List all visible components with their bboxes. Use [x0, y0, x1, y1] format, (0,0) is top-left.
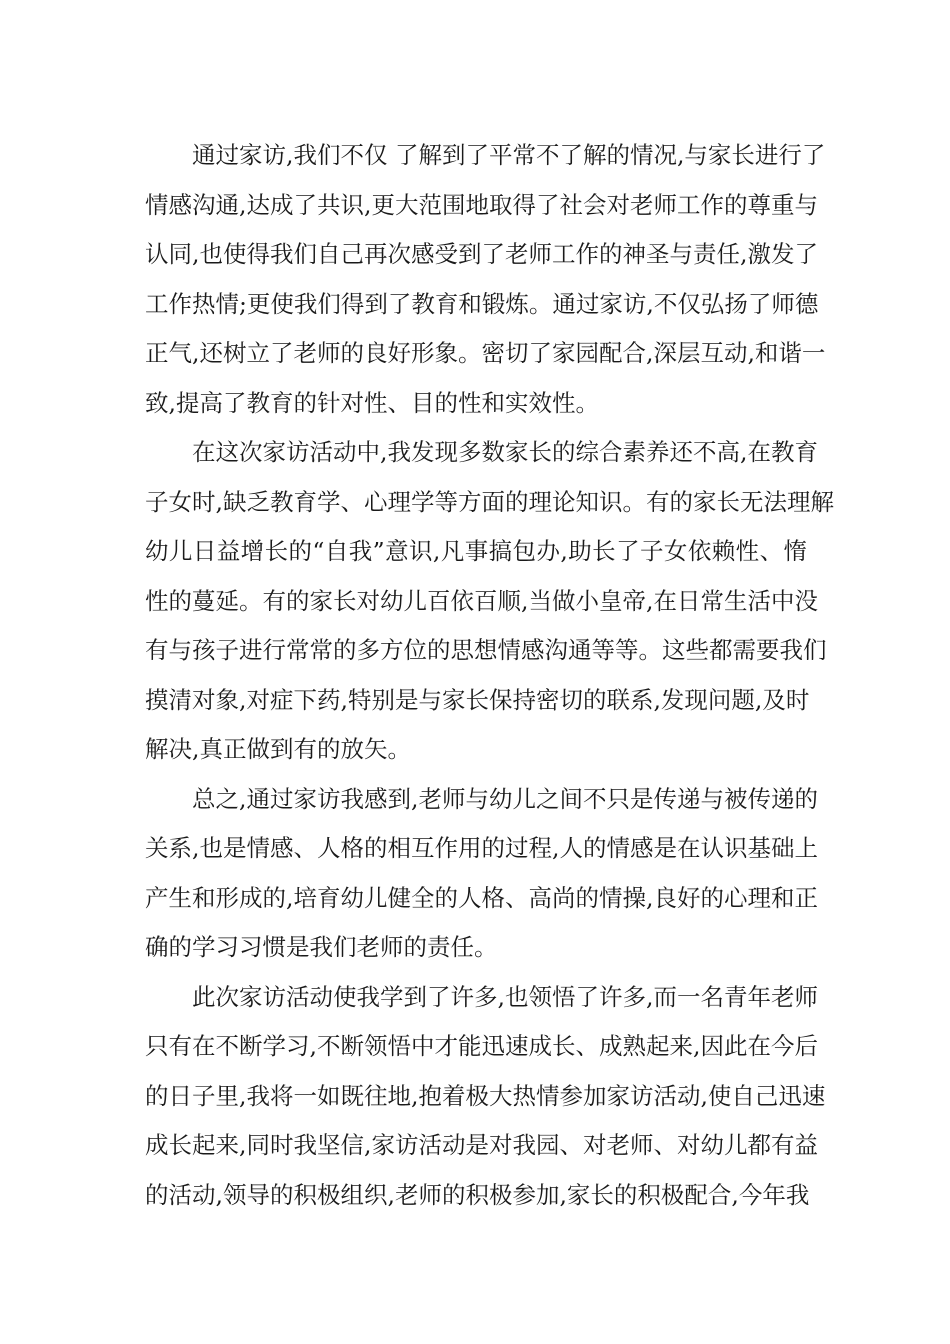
paragraph-2-line-5: 有与孩子进行常常的多方位的思想情感沟通等等。这些都需要我们 — [145, 636, 827, 664]
paragraph-1-line-3: 认同,也使得我们自己再次感受到了老师工作的神圣与责任,激发了 — [145, 240, 818, 268]
paragraph-4-line-5: 的活动,领导的积极组织,老师的积极参加,家长的积极配合,今年我 — [145, 1180, 810, 1209]
paragraph-2-line-4: 性的蔓延。有的家长对幼儿百依百顺,当做小皇帝,在日常生活中没 — [145, 586, 818, 615]
paragraph-3-line-4: 确的学习习惯是我们老师的责任。 — [145, 933, 498, 961]
paragraph-3-line-2: 关系,也是情感、人格的相互作用的过程,人的情感是在认识基础上 — [145, 834, 818, 862]
paragraph-1-line-5: 正气,还树立了老师的良好形象。密切了家园配合,深层互动,和谐一 — [145, 339, 826, 367]
body-text — [145, 131, 834, 1220]
paragraph-4-line-4: 成长起来,同时我坚信,家访活动是对我园、对老师、对幼儿都有益 — [145, 1131, 818, 1159]
paragraph-1-line-2: 情感沟通,达成了共识,更大范围地取得了社会对老师工作的尊重与 — [145, 190, 818, 219]
paragraph-2-line-2: 子女时,缺乏教育学、心理学等方面的理论知识。有的家长无法理解 — [145, 487, 834, 516]
paragraph-2-line-6: 摸清对象,对症下药,特别是与家长保持密切的联系,发现问题,及时 — [145, 685, 810, 714]
paragraph-4-line-2: 只有在不断学习,不断领悟中才能迅速成长、成熟起来,因此在今后 — [145, 1032, 818, 1060]
paragraph-2-line-1: 在这次家访活动中,我发现多数家长的综合素养还不高,在教育 — [192, 438, 818, 466]
paragraph-2-line-7: 解决,真正做到有的放矢。 — [145, 735, 411, 763]
paragraph-1-line-1: 通过家访,我们不仅 了解到了平常不了解的情况,与家长进行了 — [192, 141, 826, 169]
paragraph-3-line-3: 产生和形成的,培育幼儿健全的人格、高尚的情操,良好的心理和正 — [145, 883, 818, 912]
paragraph-1-line-4: 工作热情;更使我们得到了教育和锻炼。通过家访,不仅弘扬了师德 — [145, 289, 819, 318]
paragraph-4-line-1: 此次家访活动使我学到了许多,也领悟了许多,而一名青年老师 — [192, 982, 818, 1011]
paragraph-4-line-3: 的日子里,我将一如既往地,抱着极大热情参加家访活动,使自己迅速 — [145, 1081, 826, 1110]
paragraph-2-line-3: 幼儿日益增长的“自我”意识,凡事搞包办,助长了子女依赖性、惰 — [145, 537, 807, 565]
paragraph-3-line-1: 总之,通过家访我感到,老师与幼儿之间不只是传递与被传递的 — [192, 784, 818, 813]
paragraph-1-line-6: 致,提高了教育的针对性、目的性和实效性。 — [145, 388, 599, 417]
